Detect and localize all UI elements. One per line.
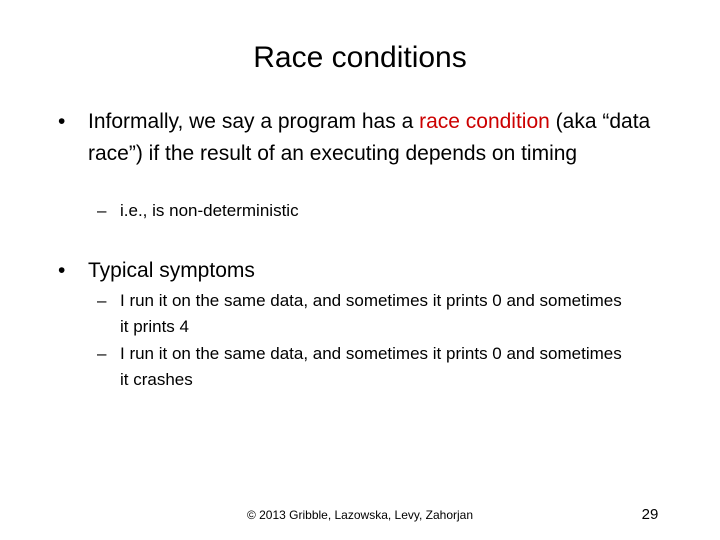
- bullet-text: Typical symptoms: [88, 259, 255, 282]
- subitem-text: i.e., is non-deterministic: [120, 201, 299, 220]
- bullet-text: [88, 106, 668, 170]
- bullet-text-after: (aka “data race”) if the result of an executing depends on timing: [88, 110, 651, 165]
- race-condition-highlight: race condition: [419, 110, 550, 133]
- slide-title: Race conditions: [253, 41, 467, 74]
- subitem-text: I run it on the same data, and sometimes it prints 0 and sometimes it crashes: [120, 344, 622, 389]
- subitem-non-deterministic: [97, 198, 627, 224]
- subitem-prints-4: [97, 288, 627, 340]
- bullet-race-condition-definition: [58, 106, 668, 170]
- subitem-text: I run it on the same data, and sometimes it prints 0 and sometimes it prints 4: [120, 291, 622, 336]
- dash-glyph: –: [97, 291, 107, 310]
- copyright-footer: © 2013 Gribble, Lazowska, Levy, Zahorjan: [246, 508, 474, 522]
- bullet-text-before: Informally, we say a program has a: [88, 110, 420, 133]
- subitem-crashes: [97, 341, 627, 393]
- page-number: 29: [641, 506, 659, 523]
- bullet-typical-symptoms: [58, 255, 668, 287]
- dash-glyph: –: [97, 344, 107, 363]
- bullet-glyph: •: [58, 259, 66, 282]
- bullet-glyph: •: [58, 110, 66, 133]
- dash-glyph: –: [97, 201, 107, 220]
